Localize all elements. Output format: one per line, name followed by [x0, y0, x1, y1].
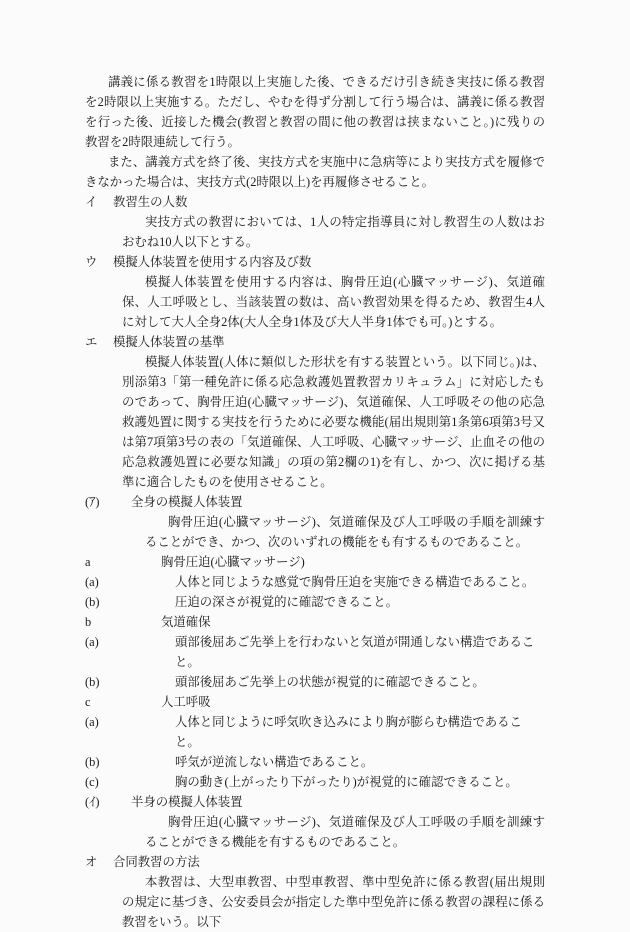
- leaf-item-text: 呼気が逆流しない構造であること。: [175, 755, 374, 769]
- outline-item-body: [85, 272, 545, 332]
- outline-marker: エ: [85, 335, 98, 349]
- leaf-item-marker: (a): [85, 715, 99, 729]
- leaf-item-marker: (a): [85, 635, 99, 649]
- leaf-item-text: 人体と同じような感覚で胸骨圧迫を実施できる構造であること。: [175, 575, 535, 589]
- outline-body-text: 実技方式の教習においては、1人の特定指導員に対し教習生の人数はおおむね10人以下とする。: [122, 215, 545, 249]
- leaf-item-marker: (b): [85, 595, 100, 609]
- outline-marker: イ: [85, 195, 98, 209]
- sub-item-body: [85, 512, 545, 552]
- latin-item-heading: [85, 612, 545, 632]
- leaf-item-text: 人体と同じように呼気吹き込みにより胸が膨らむ構造であること。: [175, 715, 522, 749]
- sub-item-body-text: 胸骨圧迫(心臓マッサージ)、気道確保及び人工呼吸の手順を訓練することができる機能を有するものであること。: [145, 815, 545, 849]
- leaf-item: [85, 712, 545, 752]
- leaf-item: [85, 752, 545, 772]
- sub-item-marker: (ｱ): [85, 495, 100, 509]
- outline-body-text: 模擬人体装置(人体に類似した形状を有する装置という。以下同じ。)は、別添第3「第一種免許に係る応急救護処置教習カリキュラム」に対応したものであって、胸骨圧迫(心臓マッサージ)、気道確保、人工呼吸その他の応急救護処置に関する実技を行うために必要な機能(届出規則第1条第6項第3号又は第7項第3号の表の「気道確保、人工呼吸、心臓マッサージ、止血その他の応急救護処置に必要な知識」の項の第2欄の1)を有し、かつ、次に掲げる基準に適合したものを使用させること。: [122, 355, 545, 489]
- outline-item-body: [85, 872, 545, 932]
- leaf-item: [85, 772, 545, 792]
- outline-heading-text: 模擬人体装置を使用する内容及び数: [113, 255, 312, 269]
- outline-body-text: 模擬人体装置を使用する内容は、胸骨圧迫(心臓マッサージ)、気道確保、人工呼吸とし、当該装置の数は、高い教習効果を得るため、教習生4人に対して大人全身2体(大人全身1体及び大人半身1体でも可。)とする。: [122, 275, 545, 329]
- leaf-item: [85, 672, 545, 692]
- outline-heading-text: 模擬人体装置の基準: [113, 335, 225, 349]
- leaf-item-marker: (b): [85, 755, 100, 769]
- leaf-item-marker: (a): [85, 575, 99, 589]
- sub-item-heading-text: 全身の模擬人体装置: [131, 495, 243, 509]
- sub-item-heading-text: 半身の模擬人体装置: [131, 795, 243, 809]
- leaf-item: [85, 572, 545, 592]
- latin-item-heading-text: 人工呼吸: [161, 695, 211, 709]
- latin-item-heading-text: 気道確保: [161, 615, 211, 629]
- outline-marker: ウ: [85, 255, 98, 269]
- outline-item-heading: [85, 852, 545, 872]
- paragraph: 講義に係る教習を1時限以上実施した後、できるだけ引き続き実技に係る教習を2時限以上実施する。ただし、やむを得ず分割して行う場合は、講義に係る教習を行った後、近接した機会(教習と教習の間に他の教習は挟まないこと。)に残りの教習を2時限連続して行う。: [85, 75, 545, 149]
- latin-item-heading-text: 胸骨圧迫(心臓マッサージ): [161, 555, 305, 569]
- outline-marker: オ: [85, 855, 98, 869]
- outline-item-heading: [85, 252, 545, 272]
- leaf-item: [85, 592, 545, 612]
- latin-item-marker: c: [85, 695, 91, 709]
- outline-heading-text: 教習生の人数: [113, 195, 188, 209]
- sub-item-body: [85, 812, 545, 852]
- outline-item-body: [85, 352, 545, 492]
- paragraph: また、講義方式を終了後、実技方式を実施中に急病等により実技方式を履修できなかった場合は、実技方式(2時限以上)を再履修させること。: [85, 155, 545, 189]
- latin-item-heading: [85, 552, 545, 572]
- outline-item-heading: [85, 192, 545, 212]
- latin-item-marker: b: [85, 615, 92, 629]
- leaf-item-marker: (c): [85, 775, 99, 789]
- leaf-item-text: 頭部後屈あご先挙上の状態が視覚的に確認できること。: [175, 675, 485, 689]
- outline-item-body: [85, 212, 545, 252]
- leaf-item-text: 圧迫の深さが視覚的に確認できること。: [175, 595, 399, 609]
- sub-item-heading: [85, 492, 545, 512]
- document-body: [85, 72, 545, 932]
- sub-item-body-text: 胸骨圧迫(心臓マッサージ)、気道確保及び人工呼吸の手順を訓練することができ、かつ、次のいずれの機能をも有するものであること。: [145, 515, 545, 549]
- sub-item-marker: (ｲ): [85, 795, 100, 809]
- outline-heading-text: 合同教習の方法: [113, 855, 200, 869]
- latin-item-marker: a: [85, 555, 91, 569]
- latin-item-heading: [85, 692, 545, 712]
- leaf-item-text: 頭部後屈あご先挙上を行わないと気道が開通しない構造であること。: [175, 635, 535, 669]
- leaf-item-text: 胸の動き(上がったり下がったり)が視覚的に確認できること。: [175, 775, 518, 789]
- sub-item-heading: [85, 792, 545, 812]
- outline-item-heading: [85, 332, 545, 352]
- outline-body-text: 本教習は、大型車教習、中型車教習、準中型免許に係る教習(届出規則の規定に基づき、公安委員会が指定した準中型免許に係る教習の課程に係る教習をいう。以下: [122, 875, 545, 929]
- leaf-item-marker: (b): [85, 675, 100, 689]
- leaf-item: [85, 632, 545, 672]
